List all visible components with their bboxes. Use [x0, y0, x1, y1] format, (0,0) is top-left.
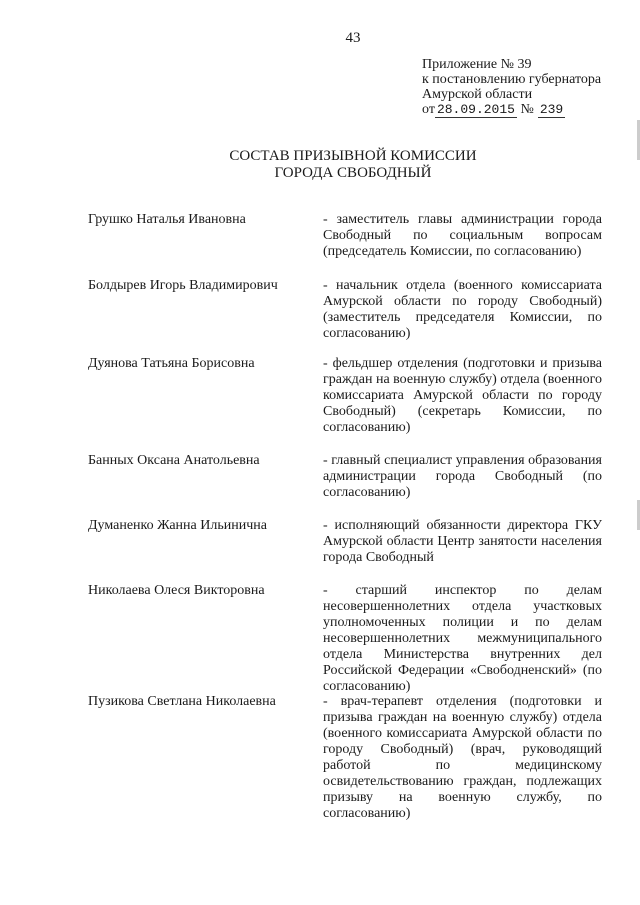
member-role: - главный специалист управления образования администрации города Свободный (по согласованию): [323, 453, 602, 500]
number-sign: №: [520, 102, 534, 117]
number-stamp: 239: [539, 102, 564, 117]
appendix-number: Приложение № 39: [422, 57, 532, 72]
title-line-1: СОСТАВ ПРИЗЫВНОЙ КОМИССИИ: [229, 148, 477, 164]
member-role: - старший инспектор по делам несовершеннолетних отдела участковых уполномоченных полиции и по делам несовершеннолетних межмуниципального отдела Министерства внутренних дел Российской Федерации «Свободненский» (по согласованию): [323, 583, 602, 694]
document-title: [0, 148, 640, 182]
member-name: Николаева Олеся Викторовна: [88, 583, 265, 598]
appendix-block: [422, 57, 601, 117]
member-role: - врач-терапевт отделения (подготовки и призыва граждан на военную службу) отдела (военного комиссариата Амурской области по городу Свободный) (врач, руководящий работой по медицинскому освидетельствованию граждан, подлежащих призыву на военную службу, по согласованию): [323, 694, 602, 821]
member-role: - заместитель главы администрации города Свободный по социальным вопросам (председатель Комиссии, по согласованию): [323, 212, 602, 259]
member-role: - исполняющий обязанности директора ГКУ Амурской области Центр занятости населения города Свободный: [323, 518, 602, 565]
member-name: Болдырев Игорь Владимирович: [88, 278, 278, 293]
member-name: Грушко Наталья Ивановна: [88, 212, 246, 227]
page-number: 43: [345, 30, 361, 46]
member-role: - фельдшер отделения (подготовки и призыва граждан на военную службу) отдела (военного комиссариата Амурской области по городу Свободный) (секретарь Комиссии, по согласованию): [323, 356, 602, 435]
appendix-date-line: [422, 102, 601, 117]
appendix-decree: к постановлению губернатора: [422, 72, 602, 87]
member-name: Пузикова Светлана Николаевна: [88, 694, 276, 709]
member-role: - начальник отдела (военного комиссариата Амурской области по городу Свободный) (заместитель председателя Комиссии, по согласованию): [323, 278, 602, 341]
title-line-2: ГОРОДА СВОБОДНЫЙ: [274, 165, 432, 181]
member-name: Дуянова Татьяна Борисовна: [88, 356, 255, 371]
appendix-region: Амурской области: [422, 87, 533, 102]
date-prefix: от: [422, 102, 435, 117]
member-name: Думаненко Жанна Ильинична: [88, 518, 267, 533]
date-stamp: 28.09.2015: [436, 102, 515, 117]
member-name: Банных Оксана Анатольевна: [88, 453, 260, 468]
